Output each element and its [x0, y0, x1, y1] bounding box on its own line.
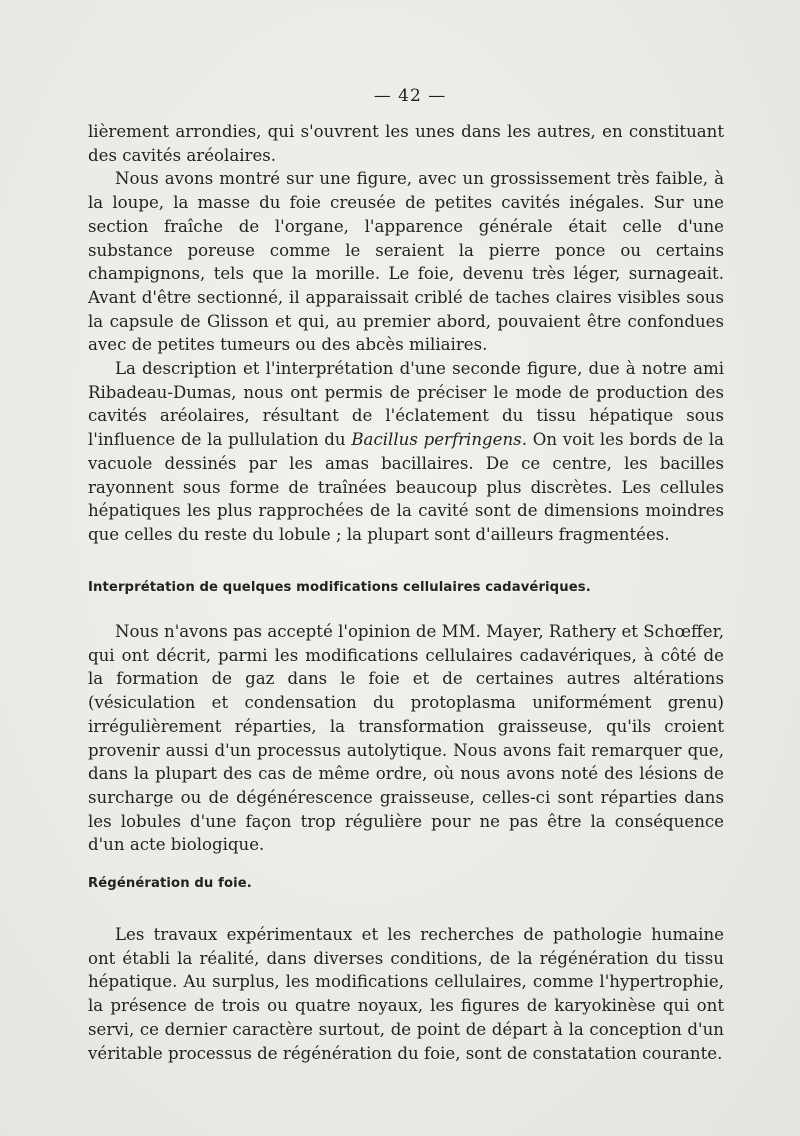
bacillus-name: Bacillus perfringens: [351, 430, 522, 450]
interpretation-text-block: [88, 620, 724, 857]
regeneration-text-block: [88, 923, 724, 1065]
paragraph-second-figure-end: . On voit les bords de la vacuole dessinés par les amas bacillaires. De ce centre, les bacilles rayonnent sous forme de traînées beaucoup plus discrètes. Les cellules hépatiques les plus rapprochées de la cavité sont de dimensions moindres que celles du reste du lobule ; la plupart sont d'ailleurs fragmentées.: [88, 430, 725, 544]
paragraph-continuation: lièrement arrondies, qui s'ouvrent les unes dans les autres, en constituant des cavités aréolaires.: [88, 122, 724, 165]
paragraph-second-figure-start: La description et l'interprétation d'une seconde figure, due à notre ami Ribadeau-Dumas, nous ont permis de préciser le mode de production des cavités aréolaires, résultant de l'éclatement du tissu hépatique sous l'influence de la pullulation du: [88, 359, 724, 450]
section-heading-interpretation: Interprétation de quelques modifications cellulaires cadavériques.: [88, 580, 591, 595]
paragraph-interpretation: Nous n'avons pas accepté l'opinion de MM. Mayer, Rathery et Schœffer, qui ont décrit, parmi les modifications cellulaires cadavériques, à côté de la formation de gaz dans le foie et de certaines autres altérations (vésiculation et condensation du protoplasma uniformément grenu) irrégulièrement réparties, la transformation graisseuse, qu'ils croient provenir aussi d'un processus autolytique. Nous avons fait remarquer que, dans la plupart des cas de même ordre, où nous avons noté des lésions de surcharge ou de dégénérescence graisseuse, celles-ci sont réparties dans les lobules d'une façon trop régulière pour ne pas être la conséquence d'un acte biologique.: [88, 622, 724, 855]
paragraph-loupe-figure: Nous avons montré sur une figure, avec un grossissement très faible, à la loupe, la masse du foie creusée de petites cavités inégales. Sur une section fraîche de l'organe, l'apparence générale était celle d'une substance poreuse comme le seraient la pierre ponce ou certains champignons, tels que la morille. Le foie, devenu très léger, surnageait. Avant d'être sectionné, il apparaissait criblé de taches claires visibles sous la capsule de Glisson et qui, au premier abord, pouvaient être confondues avec de petites tumeurs ou des abcès miliaires.: [88, 169, 724, 355]
page-number: — 42 —: [373, 86, 447, 106]
paragraph-regeneration: Les travaux expérimentaux et les recherches de pathologie humaine ont établi la réalité, dans diverses conditions, de la régénération du tissu hépatique. Au surplus, les modifications cellulaires, comme l'hypertrophie, la présence de trois ou quatre noyaux, les figures de karyokinèse qui ont servi, ce dernier caractère surtout, de point de départ à la conception d'un véritable processus de régénération du foie, sont de constatation courante.: [88, 925, 724, 1063]
intro-text-block: [88, 120, 724, 547]
section-heading-regeneration: Régénération du foie.: [88, 876, 252, 891]
paragraph-second-figure: [88, 357, 724, 547]
